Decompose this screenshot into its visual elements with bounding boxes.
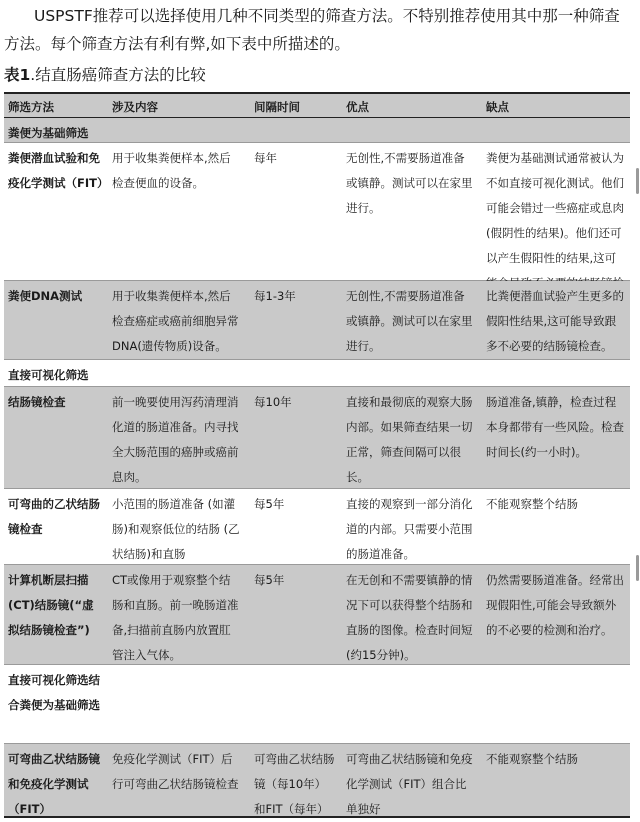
table-caption-number: 表1 (4, 66, 31, 84)
table-header-row (4, 92, 630, 118)
cell-method: 计算机断层扫描(CT)结肠镜(“虚拟结肠镜检查”) (8, 573, 94, 637)
section-row-stool (4, 118, 630, 143)
cell-method: 可弯曲乙状结肠镜和免疫化学测试（FIT） (8, 752, 100, 816)
header-pros: 优点 (346, 100, 369, 114)
cell-content: 用于收集粪便样本,然后检查便血的设备。 (112, 151, 231, 190)
section-label: 直接可视化筛选结合粪便为基础筛选 (8, 673, 100, 712)
cell-interval: 可弯曲乙状结肠镜（每10年）和FIT（每年） (254, 752, 335, 816)
table-caption (4, 64, 206, 86)
table-row (4, 143, 630, 281)
header-interval: 间隔时间 (254, 100, 300, 114)
cell-cons: 不能观察整个结肠 (486, 752, 578, 766)
cell-cons: 粪便为基础测试通常被认为不如直接可视化测试。他们可能会错过一些癌症或息肉(假阴性的结果)。他们还可以产生假阳性的结果,这可 (486, 151, 624, 265)
cell-content: 小范围的肠道准备 (如灌肠)和观察低位的结肠 (乙状结肠)和直肠 (112, 497, 240, 561)
cell-method: 粪便DNA测试 (8, 289, 83, 303)
cell-interval: 每5年 (254, 573, 285, 587)
intro-line-2: 方法。每个筛查方法有利有弊,如下表中所描述的。 (4, 35, 350, 53)
cell-cons: 仍然需要肠道准备。经常出现假阳性,可能会导致额外的不必要的检测和治疗。 (486, 573, 624, 637)
table-row (4, 387, 630, 489)
table-row (4, 744, 630, 818)
scrollbar-thumb[interactable] (636, 168, 639, 194)
cell-method: 可弯曲的乙状结肠镜检查 (8, 497, 100, 536)
cell-pros: 无创性,不需要肠道准备或镇静。测试可以在家里进行。 (346, 151, 473, 215)
cell-pros: 直接的观察到一部分消化道的内部。只需要小范围的肠道准备。 (346, 497, 473, 561)
cell-cons: 比粪便潜血试验产生更多的假阳性结果,这可能导致跟多不必要的结肠镜检查。 (486, 289, 624, 353)
cell-cons: 肠道准备,镇静，检查过程本身都带有一些风险。检查时间长(约一小时)。 (486, 395, 624, 459)
cell-pros: 无创性,不需要肠道准备或镇静。测试可以在家里进行。 (346, 289, 473, 353)
header-content: 涉及内容 (112, 100, 158, 114)
cell-interval: 每5年 (254, 497, 285, 511)
cell-interval: 每10年 (254, 395, 292, 409)
cell-content: CT或像用于观察整个结肠和直肠。前一晚肠道准备,扫描前直肠内放置肛管注入气体。 (112, 573, 239, 662)
cell-content: 用于收集粪便样本,然后检查癌症或癌前细胞异常DNA(遗传物质)设备。 (112, 289, 239, 353)
section-row-direct (4, 360, 630, 387)
cell-interval: 每1-3年 (254, 289, 296, 303)
section-label: 粪便为基础筛选 (8, 126, 89, 140)
cell-content: 免疫化学测试（FIT）后行可弯曲乙状结肠镜检查 (112, 752, 239, 791)
table-caption-text: .结直肠癌筛查方法的比较 (30, 66, 206, 84)
cell-method: 粪便潜血试验和免疫化学测试（FIT） (8, 151, 109, 190)
scrollbar-thumb[interactable] (636, 555, 639, 581)
header-cons: 缺点 (486, 100, 509, 114)
section-row-combined (4, 665, 630, 744)
comparison-table (4, 92, 630, 818)
cell-cons: 不能观察整个结肠 (486, 497, 578, 511)
cell-interval: 每年 (254, 151, 277, 165)
cell-pros: 可弯曲乙状结肠镜和免疫化学测试（FIT）组合比单独好 (346, 752, 473, 816)
intro-line-1: USPSTF推荐可以选择使用几种不同类型的筛查方法。不特别推荐使用其中那一种筛查 (34, 7, 620, 25)
intro-paragraph (4, 2, 632, 58)
table-row (4, 565, 630, 665)
section-label: 直接可视化筛选 (8, 368, 89, 382)
cell-method: 结肠镜检查 (8, 395, 66, 409)
header-method: 筛选方法 (8, 100, 54, 114)
cell-pros: 在无创和不需要镇静的情况下可以获得整个结肠和直肠的图像。检查时间短(约15分钟)。 (346, 573, 473, 662)
table-row (4, 489, 630, 565)
table-row (4, 281, 630, 360)
cell-content: 前一晚要使用泻药清理消化道的肠道准备。内寻找全大肠范围的癌肿或癌前息肉。 (112, 395, 239, 484)
cell-pros: 直接和最彻底的观察大肠内部。如果筛查结果一切正常，筛查间隔可以很长。 (346, 395, 473, 484)
